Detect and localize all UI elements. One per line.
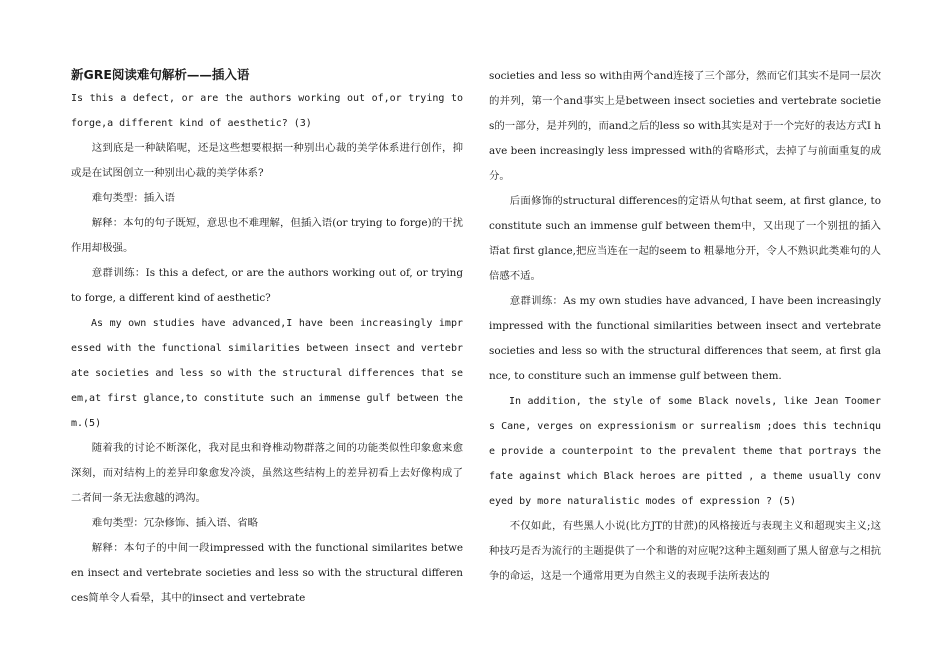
explanation-2-part-3: 后面修饰的structural differences的定语从句that seem, at first glance, to constitute such an immense gulf between them中，又出现了一个别扭的插入语at first glance,把应当连在一起的seem to 粗暴地分开，令人不熟识此类难句的人倍感不适。 — [489, 195, 881, 282]
sentence-type-1: 难句类型：插入语 — [91, 192, 175, 204]
translation-1: 这到底是一种缺陷呢，还是这些想要根据一种别出心裁的美学体系进行创作，抑或是在试图创立一种别出心裁的美学体系? — [71, 142, 463, 179]
chunk-training-1: 意群训练：Is this a defect, or are the authors working out of, or trying to forge, a different kind of aesthetic? — [71, 267, 463, 304]
explanation-2-part-1: 解释：本句子的中间一段impressed with the functional similarites between insect and vertebrate societies and less so with the structural differences简单令人看晕，其中的insect and vertebrate — [71, 542, 463, 604]
translation-2: 随着我的讨论不断深化，我对昆虫和脊椎动物群落之间的功能类似性印象愈来愈深刻，而对结构上的差异印象愈发冷淡，虽然这些结构上的差异初看上去好像构成了二者间一条无法愈越的鸿沟。 — [71, 442, 463, 504]
explanation-2-part-2: societies and less so with由两个and连接了三个部分，然而它们其实不是同一层次的并列，第一个and事实上是between insect societies and vertebrate societies的一部分，是并列的，而and之后的less so with其实是对于一个完好的表达方式I have been increasingly less impressed with的省略形式，去掉了与前面重复的成分。 — [489, 70, 881, 182]
explanation-1: 解释：本句的句子既短，意思也不难理解，但插入语(or trying to forge)的干扰作用却极强。 — [71, 217, 463, 254]
example-sentence-3: In addition, the style of some Black novels, like Jean Toomers Cane, verges on expressionism or surrealism ;does this technique provide a counterpoint to the prevalent theme that portrays the fate against which Black heroes are pitted , a theme usually conveyed by more naturalistic modes of expression ? (5) — [489, 396, 881, 507]
example-sentence-1: Is this a defect, or are the authors working out of,or trying to forge,a different kind of aesthetic? (3) — [71, 93, 463, 129]
chunk-training-2: 意群训练：As my own studies have advanced, I have been increasingly impressed with the functional similarities between insect and vertebrate societies and less so with the structural differences that seem, at first glance, to constiture such an immense gulf between them. — [489, 295, 881, 382]
sentence-type-2: 难句类型：冗杂修饰、插入语、省略 — [91, 517, 259, 529]
document-title: 新GRE阅读难句解析——插入语 — [71, 67, 250, 82]
translation-3: 不仅如此，有些黑人小说(比方JT的甘蔗)的风格接近与表现主义和超现实主义;这种技巧是否为流行的主题提供了一个和谐的对应呢?这种主题刻画了黑人留意与之相抗争的命运，这是一个通常用更为自然主义的表现手法所表达的 — [489, 520, 881, 582]
left-column — [71, 64, 463, 611]
example-sentence-2: As my own studies have advanced,I have been increasingly impressed with the functional similarities between insect and vertebrate societies and less so with the structural differences that seem,at first glance,to constitute such an immense gulf between them.(5) — [71, 318, 463, 429]
right-column — [489, 64, 881, 589]
